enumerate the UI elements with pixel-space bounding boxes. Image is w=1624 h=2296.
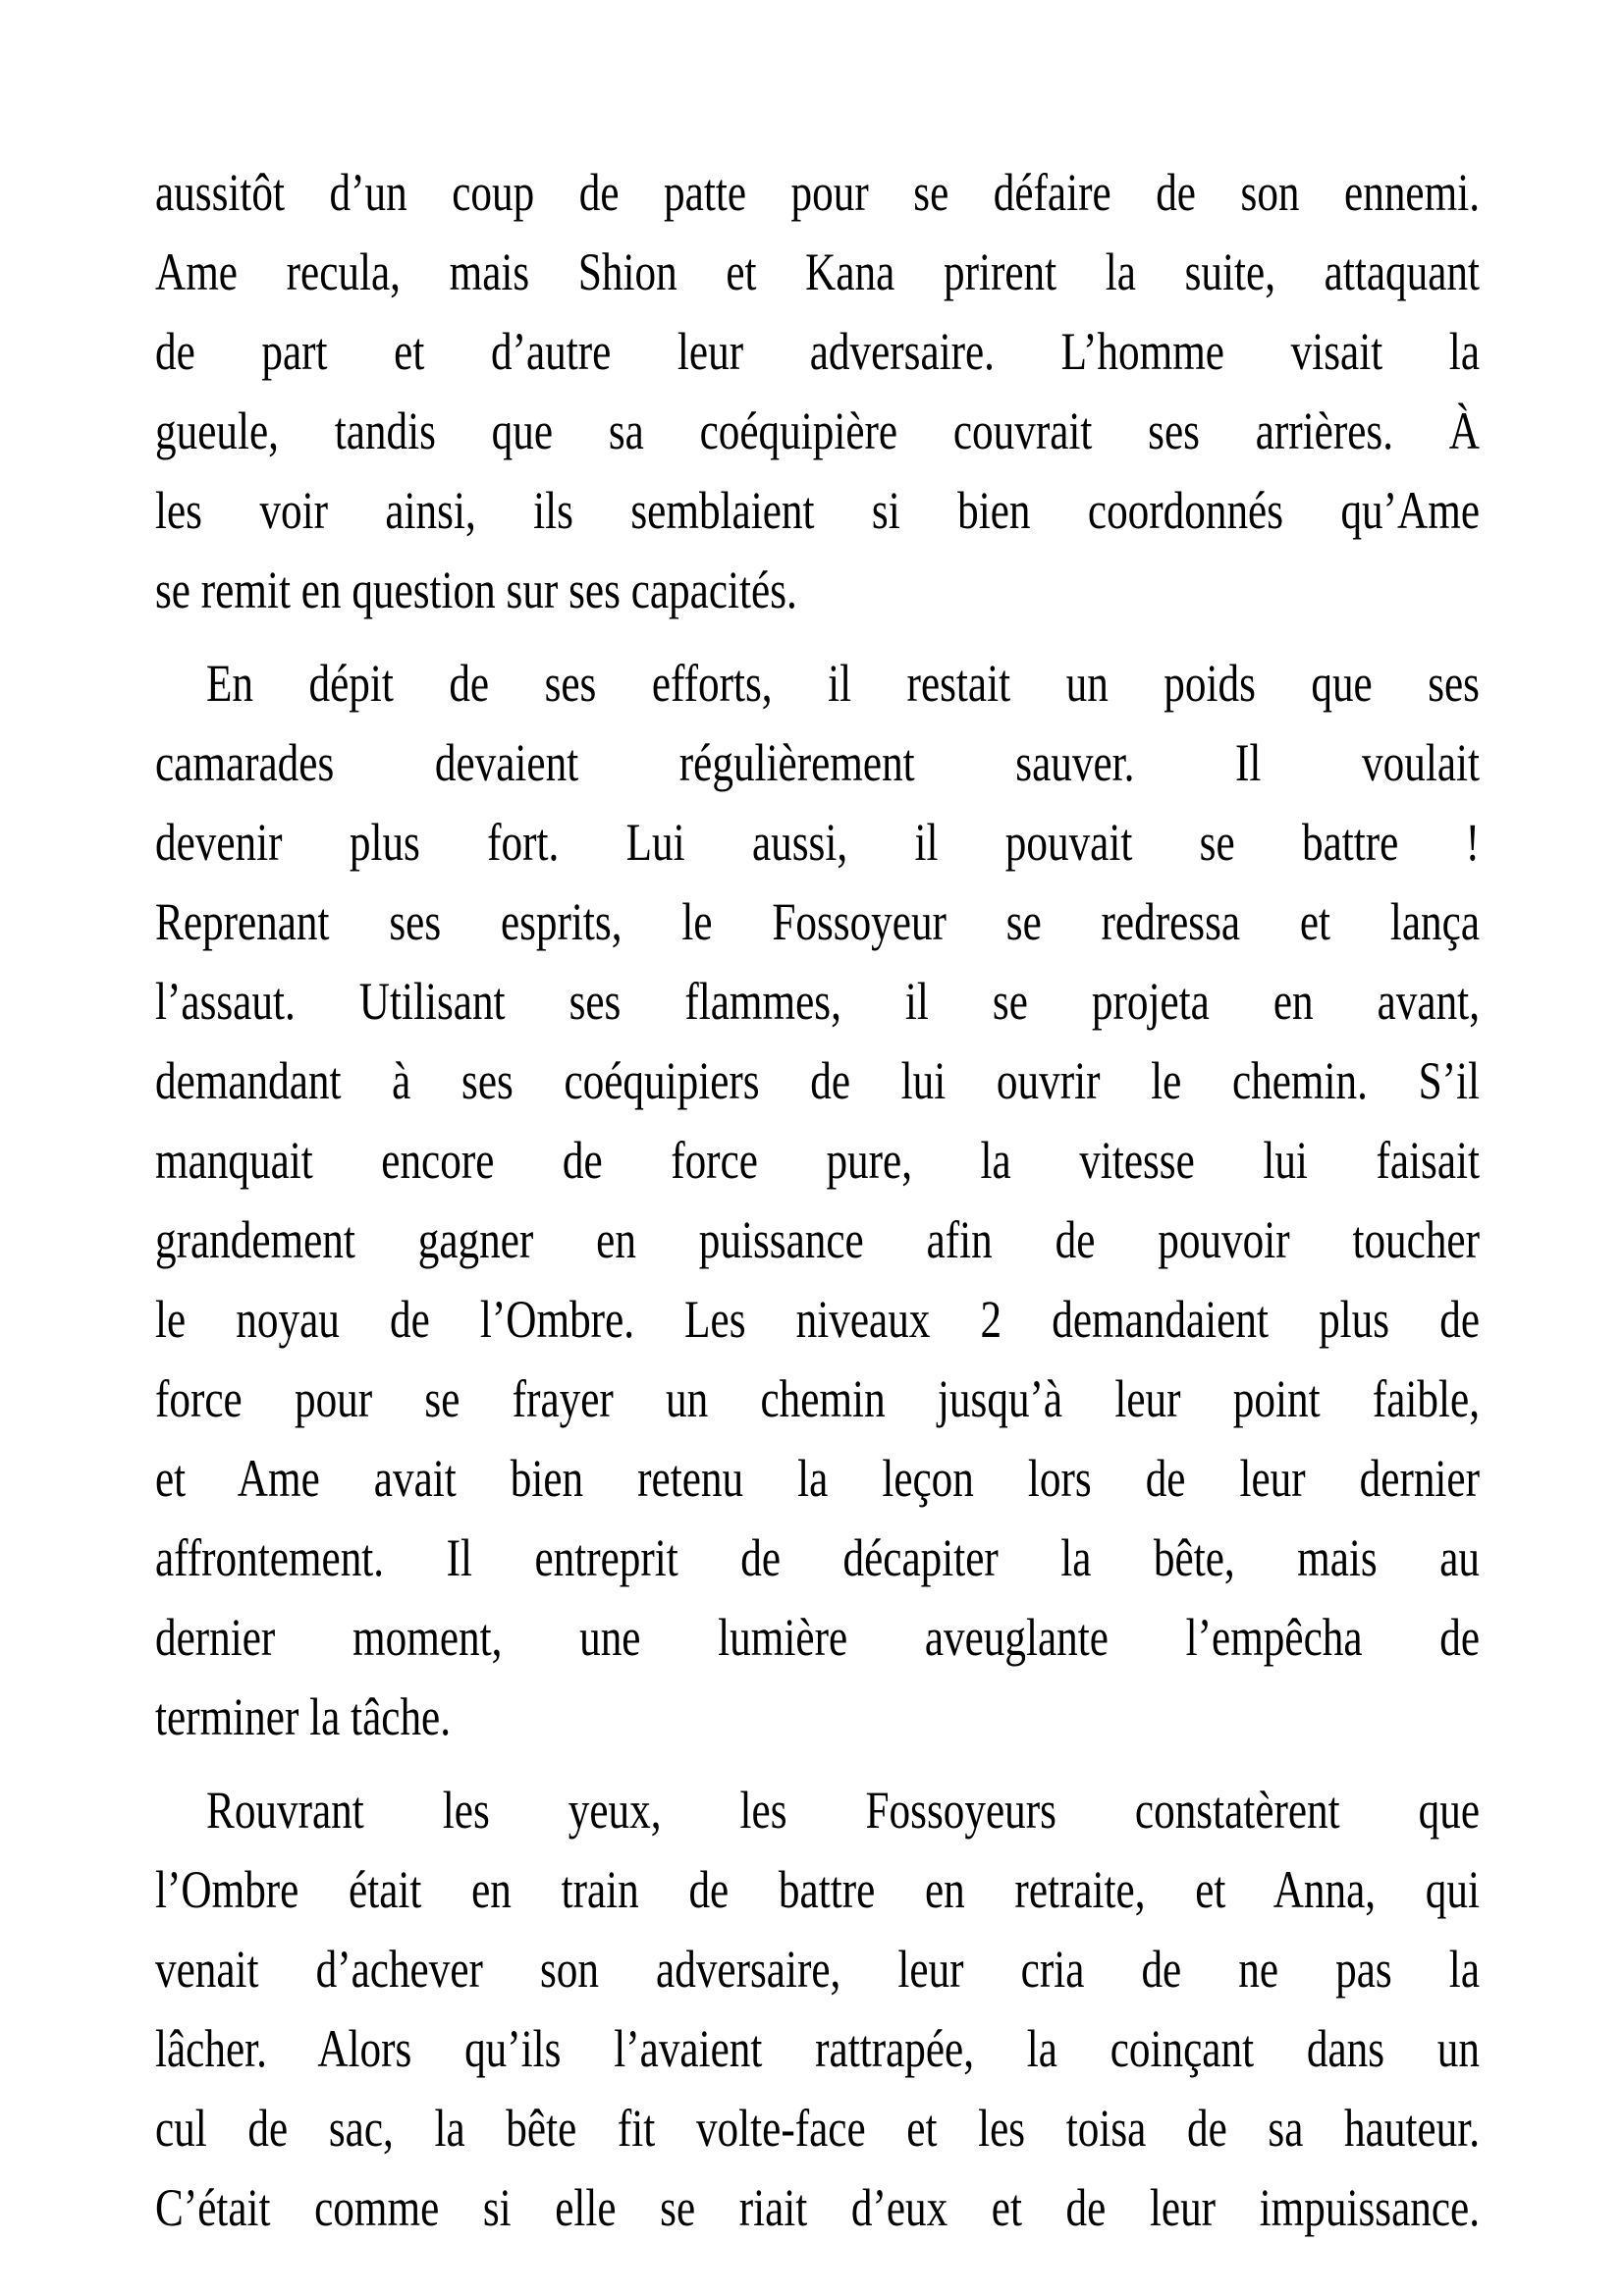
text-line: aussitôt d’un coup de patte pour se défaire de son ennemi. <box>155 163 1480 222</box>
paragraph <box>155 644 1480 1757</box>
text-line: l’assaut. Utilisant ses flammes, il se projeta en avant, <box>155 972 1480 1031</box>
text-line: se remit en question sur ses capacités. <box>155 561 797 619</box>
text-line: devenir plus fort. Lui aussi, il pouvait se battre ! <box>155 813 1480 872</box>
text-line: En dépit de ses efforts, il restait un poids que ses <box>206 654 1480 713</box>
text-line: force pour se frayer un chemin jusqu’à leur point faible, <box>155 1369 1480 1428</box>
text-line: camarades devaient régulièrement sauver. Il voulait <box>155 733 1480 792</box>
text-line: venait d’achever son adversaire, leur cria de ne pas la <box>155 1940 1480 1999</box>
text-line: dernier moment, une lumière aveuglante l’empêcha de <box>155 1608 1480 1667</box>
text-line: C’était comme si elle se riait d’eux et de leur impuissance. <box>155 2178 1480 2237</box>
paragraph <box>155 1771 1480 2248</box>
text-line: affrontement. Il entreprit de décapiter la bête, mais au <box>155 1528 1480 1587</box>
text-line: gueule, tandis que sa coéquipière couvrait ses arrières. À <box>155 401 1480 460</box>
text-line: le noyau de l’Ombre. Les niveaux 2 demandaient plus de <box>155 1290 1480 1349</box>
text-line: de part et d’autre leur adversaire. L’homme visait la <box>155 322 1480 381</box>
text-line: Ame recula, mais Shion et Kana prirent la suite, attaquant <box>155 242 1480 301</box>
paragraph <box>155 153 1480 630</box>
text-line: lâcher. Alors qu’ils l’avaient rattrapée, la coinçant dans un <box>155 2019 1480 2078</box>
text-line: demandant à ses coéquipiers de lui ouvrir le chemin. S’il <box>155 1051 1480 1110</box>
text-line: terminer la tâche. <box>155 1687 452 1746</box>
text-line: Reprenant ses esprits, le Fossoyeur se redressa et lança <box>155 892 1480 951</box>
text-line: l’Ombre était en train de battre en retraite, et Anna, qui <box>155 1860 1480 1919</box>
text-line: les voir ainsi, ils semblaient si bien coordonnés qu’Ame <box>155 481 1480 540</box>
text-line: grandement gagner en puissance afin de pouvoir toucher <box>155 1210 1480 1269</box>
page-body <box>155 153 1480 2262</box>
text-line: cul de sac, la bête fit volte-face et les toisa de sa hauteur. <box>155 2099 1480 2158</box>
text-line: manquait encore de force pure, la vitesse lui faisait <box>155 1131 1480 1190</box>
text-line: Rouvrant les yeux, les Fossoyeurs constatèrent que <box>206 1781 1480 1840</box>
text-line: et Ame avait bien retenu la leçon lors de leur dernier <box>155 1449 1480 1508</box>
